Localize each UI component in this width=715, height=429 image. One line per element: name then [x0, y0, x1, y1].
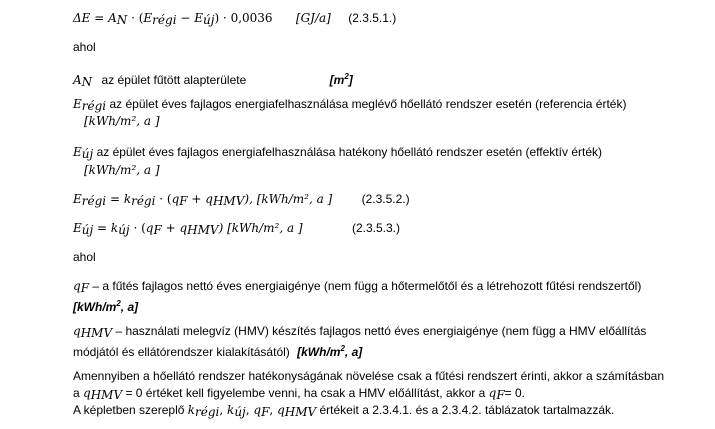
eq1-number: (2.3.5.1.) [348, 11, 397, 25]
euj-definition: $E_{új}$ az épület éves fajlagos energiafelhasználása hatékony hőellátó rendszer esetén (effektív érték) [73, 145, 602, 161]
qhmv-definition: $q_{HMV}$ – használati melegvíz (HMV) készítés fajlagos nettó éves energiaigénye (nem függ a HMV előállítás [73, 324, 647, 340]
para-line-2: a $q_{HMV} = 0$ értéket kell figyelembe venni, ha csak a HMV előállítást, akkor a $q_F= 0$. [73, 386, 526, 402]
qhmv-unit: [$kWh/m^2$, a] [297, 344, 363, 359]
eq2-number: (2.3.5.2.) [361, 192, 410, 206]
equation-2-3-5-1: $\Delta E = A_N \cdot (E_{régi} - E_{új}) \cdot 0,0036$ [GJ/a] (2.3.5.1.) [73, 11, 397, 27]
eregi-unit: [kWh/m², a ] [84, 114, 160, 128]
euj-unit: [kWh/m², a ] [84, 163, 160, 177]
eregi-definition: $E_{régi}$ az épület éves fajlagos energiafelhasználása meglévő hőellátó rendszer esetén (referencia érték) [73, 97, 627, 113]
para-line-1: Amennyiben a hőellátó rendszer hatékonyságának növelése csak a fűtési rendszert érinti, akkor a számításban [73, 369, 664, 383]
qf-unit: [$kWh/m^2$, a] [73, 299, 139, 314]
an-definition: $A_N$ az épület fűtött alapterülete $[m^2]$ [73, 72, 353, 89]
eq1-lhs: ΔE = [73, 11, 109, 25]
ahol-1: ahol [73, 40, 96, 54]
an-unit: $[m^2]$ [329, 72, 353, 87]
equation-2-3-5-2: $E_{régi} = k_{régi} \cdot (q_F + q_{HMV})$, [kWh/m², a ] (2.3.5.2.) [73, 192, 410, 208]
eq1-unit: [GJ/a] [295, 11, 331, 25]
eq3-number: (2.3.5.3.) [351, 221, 400, 235]
qhmv-definition-cont: módjától és ellátórendszer kialakításától) [$kWh/m^2$, a] [73, 344, 363, 359]
equation-2-3-5-3: $E_{új} = k_{új} \cdot (q_F + q_{HMV})$ [kWh/m², a ] (2.3.5.3.) [73, 221, 400, 237]
para-line-3: A képletben szereplő $k_{régi}$, $k_{új}$, $q_F$, $q_{HMV}$ értékeit a 2.3.4.1. és a 2.3.4.2. táblázatok tartalmazzák. [73, 403, 615, 419]
ahol-2: ahol [73, 250, 96, 264]
qf-definition: $q_F$ – a fűtés fajlagos nettó éves energiaigénye (nem függ a hőtermelőtől és a létrehozott fűtési rendszertől) [73, 279, 642, 295]
